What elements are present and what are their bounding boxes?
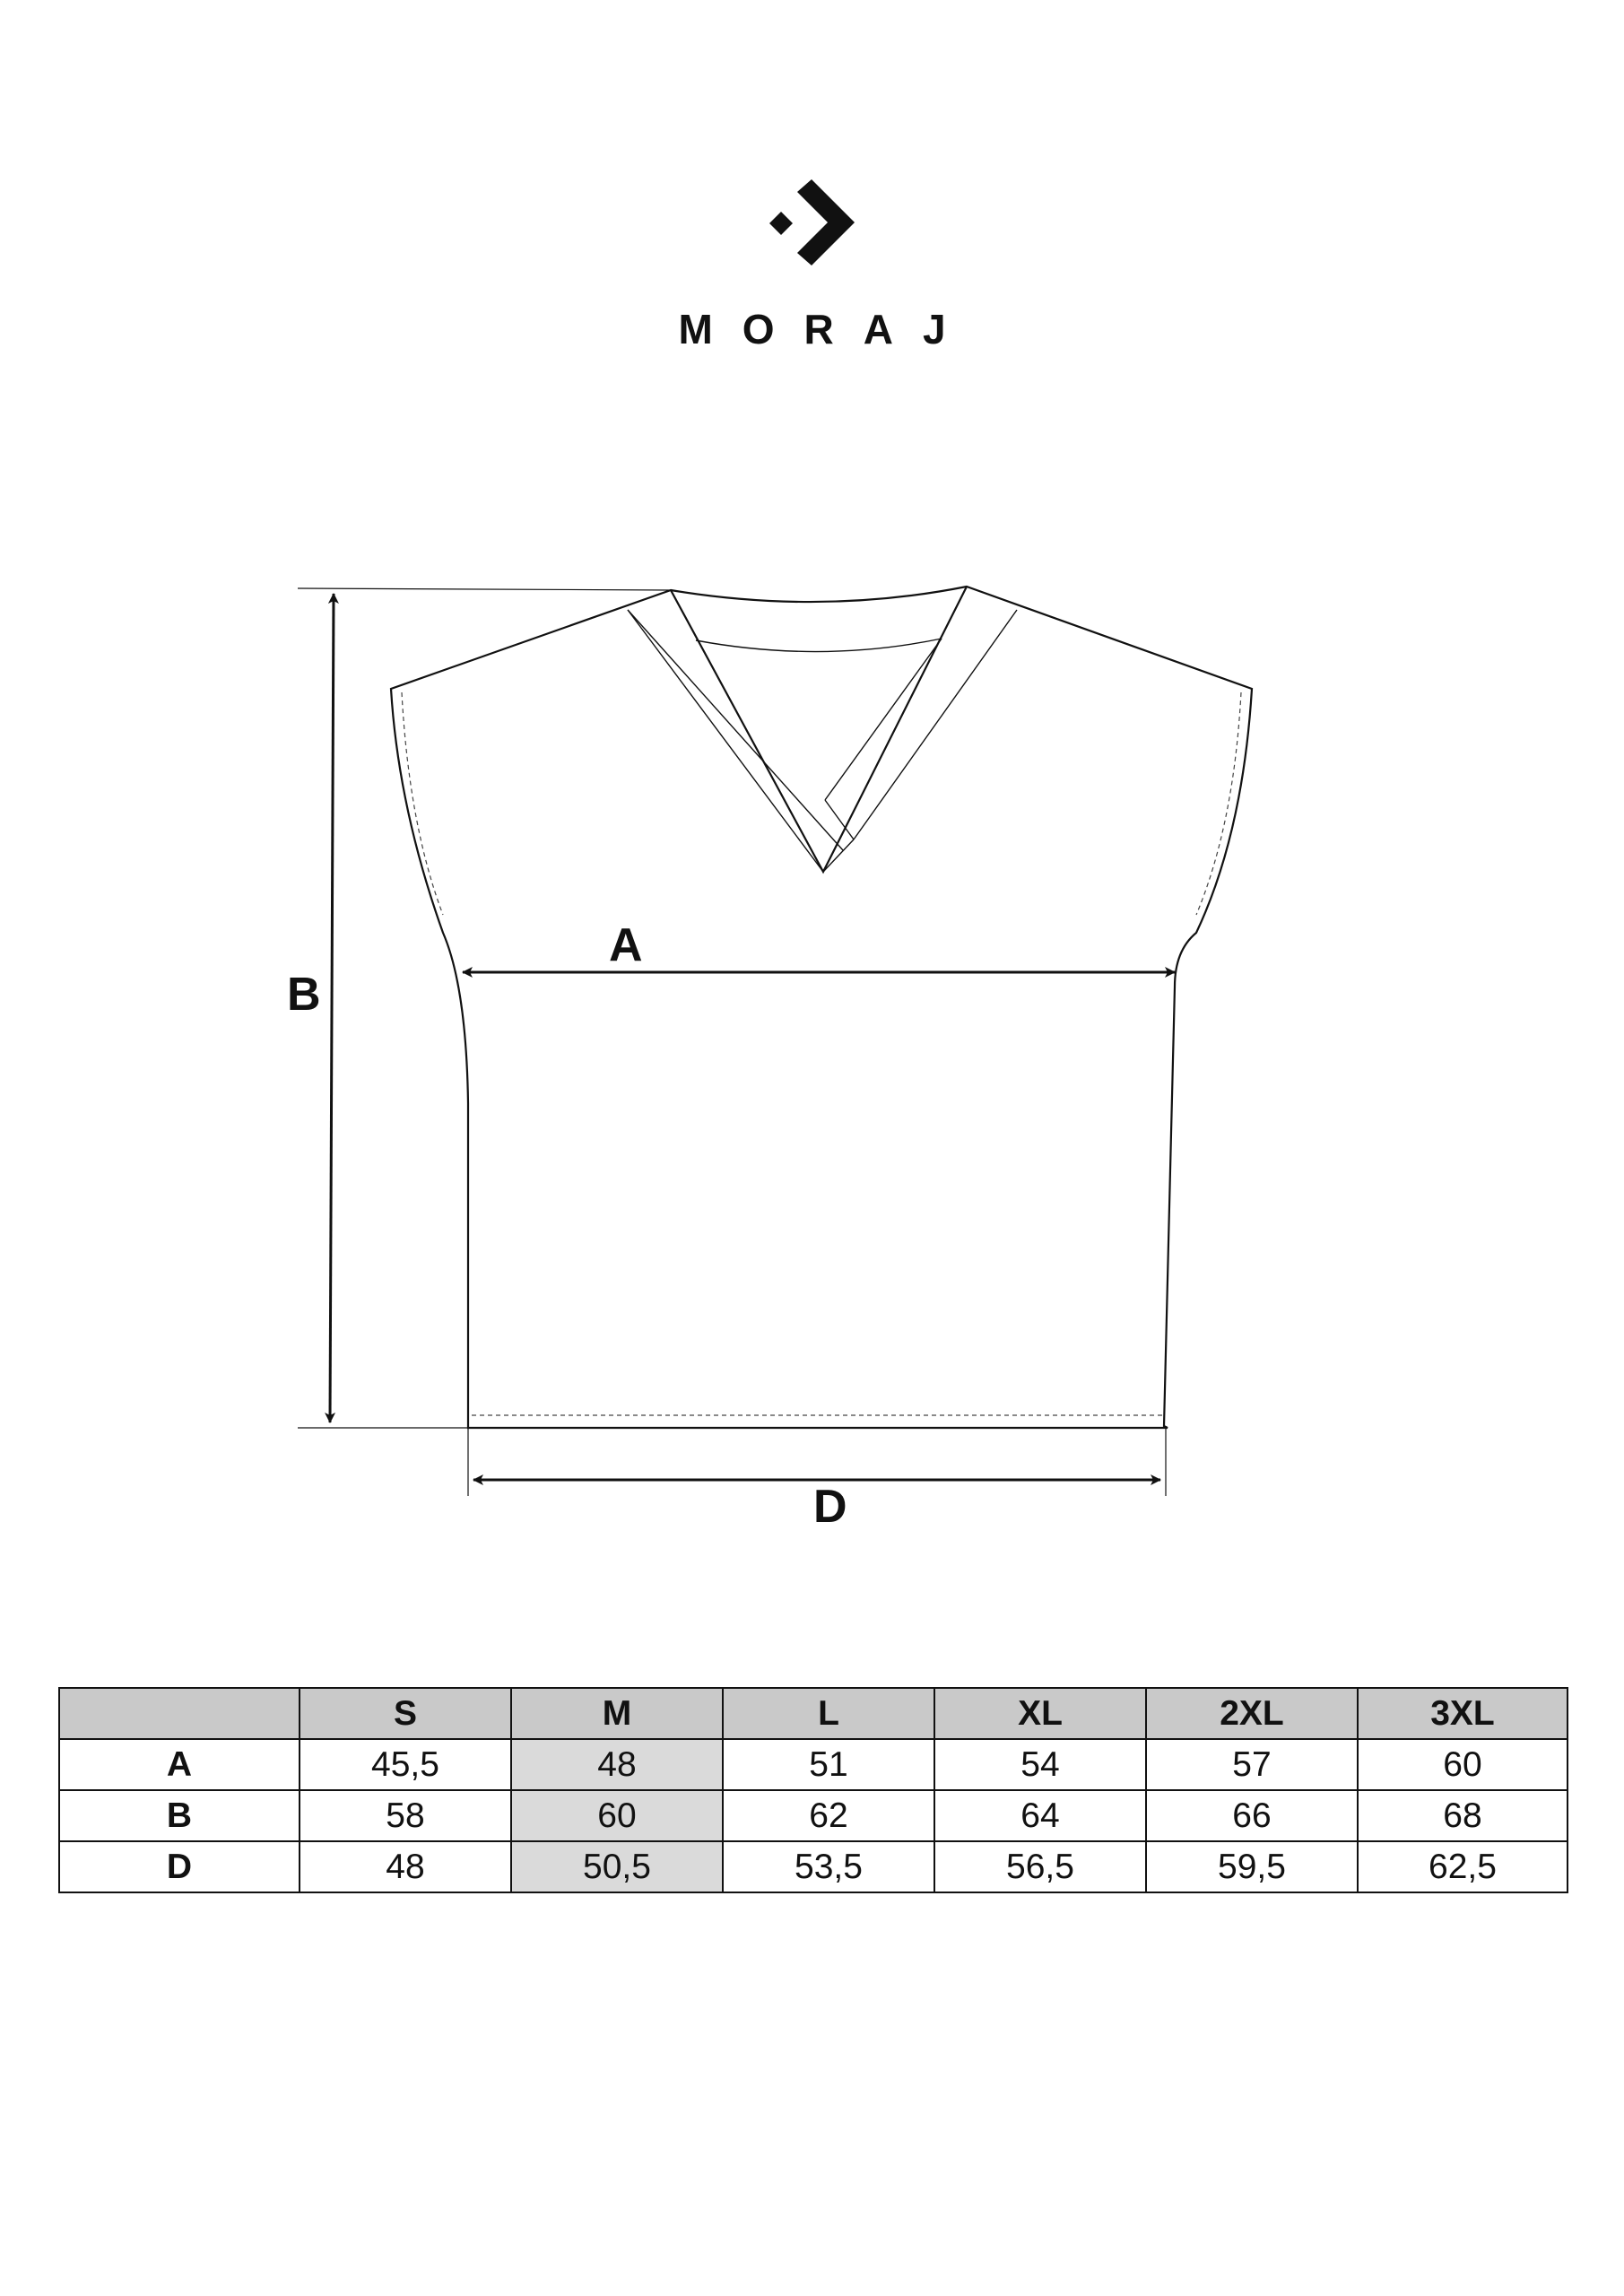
table-cell: 48 [300,1841,511,1892]
table-cell: 58 [300,1790,511,1841]
table-row [59,1841,1568,1892]
tshirt-outline [391,587,1252,1428]
table-row [59,1739,1568,1790]
size-header: XL [934,1688,1146,1739]
size-header: M [511,1688,723,1739]
table-cell: 56,5 [934,1841,1146,1892]
row-label: D [59,1841,300,1892]
label-b: B [287,969,321,1021]
table-header-row [59,1688,1568,1739]
table-cell: 50,5 [511,1841,723,1892]
table-cell: 62 [723,1790,934,1841]
size-header: 3XL [1358,1688,1568,1739]
row-label: A [59,1739,300,1790]
size-header: 2XL [1146,1688,1358,1739]
size-table [58,1687,1568,1893]
size-header: L [723,1688,934,1739]
table-row [59,1790,1568,1841]
table-cell: 62,5 [1358,1841,1568,1892]
table-cell: 48 [511,1739,723,1790]
table-cell: 60 [1358,1739,1568,1790]
table-corner-cell [59,1688,300,1739]
table-cell: 68 [1358,1790,1568,1841]
label-d: D [813,1481,847,1533]
table-cell: 60 [511,1790,723,1841]
table-cell: 53,5 [723,1841,934,1892]
stitch-lines [402,692,1241,1415]
table-cell: 64 [934,1790,1146,1841]
row-label: B [59,1790,300,1841]
table-cell: 66 [1146,1790,1358,1841]
table-cell: 54 [934,1739,1146,1790]
size-header: S [300,1688,511,1739]
brand-name: MORAJ [678,306,976,352]
label-a: A [609,919,643,971]
table-cell: 45,5 [300,1739,511,1790]
measure-line-b [298,588,671,1428]
table-cell: 59,5 [1146,1841,1358,1892]
table-cell: 57 [1146,1739,1358,1790]
table-cell: 51 [723,1739,934,1790]
